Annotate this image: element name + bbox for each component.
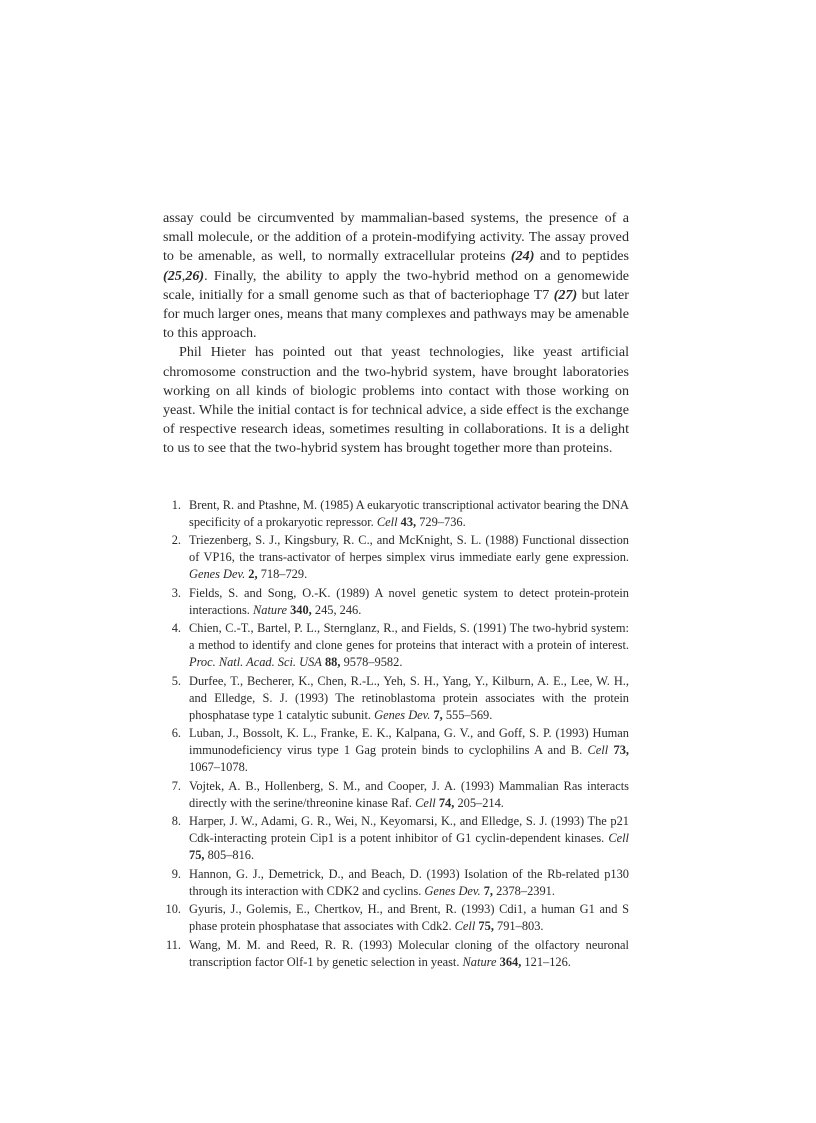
reference-item (163, 585, 629, 619)
citation-24: (24) (510, 248, 535, 265)
reference-journal: Cell (587, 743, 609, 758)
reference-text (189, 937, 629, 971)
citation-25: (25 (163, 267, 182, 284)
reference-journal: Cell (376, 514, 398, 529)
reference-item (163, 725, 629, 776)
reference-volume: 7, (483, 883, 493, 898)
reference-text (189, 778, 629, 812)
reference-number: 4. (171, 621, 181, 636)
citation-26: 26) (185, 267, 205, 284)
reference-pages: 121–126. (524, 954, 571, 969)
page-content (163, 209, 629, 983)
reference-text (189, 673, 629, 724)
reference-journal: Nature (462, 954, 497, 969)
paragraph-1-text-d: but later for much larger ones, means that many complexes and pathways may be amenable to this approach. (163, 286, 629, 342)
reference-pages: 791–803. (497, 919, 544, 934)
reference-volume: 7, (433, 707, 443, 722)
reference-volume: 88, (324, 655, 341, 670)
reference-item (163, 532, 629, 583)
reference-item (163, 778, 629, 812)
reference-item (163, 937, 629, 971)
reference-text (189, 497, 629, 531)
paragraph-1 (163, 209, 629, 343)
reference-item (163, 901, 629, 935)
reference-citation: Luban, J., Bossolt, K. L., Franke, E. K., Kalpana, G. V., and Goff, S. P. (1993) Human immunodeficiency virus type 1 Gag protein binds to cyclophilins A and B. (189, 726, 629, 758)
paragraph-1-text-a: assay could be circumvented by mammalian-based systems, the presence of a small molecule, or the addition of a protein-modifying activity. The assay proved to be amenable, as well, to normally extracellular proteins (163, 210, 629, 265)
reference-citation: Brent, R. and Ptashne, M. (1985) A eukaryotic transcriptional activator bearing the DNA specificity of a prokaryotic repressor. (189, 497, 629, 529)
reference-volume: 364, (499, 954, 522, 969)
reference-item (163, 866, 629, 900)
reference-number: 8. (171, 814, 181, 829)
citation-27: (27) (553, 286, 578, 303)
reference-pages: 1067–1078. (189, 760, 248, 775)
reference-number: 9. (171, 866, 181, 881)
reference-text (189, 725, 629, 776)
reference-item (163, 673, 629, 724)
reference-number: 1. (171, 497, 181, 512)
paragraph-1-text-b: and to peptides (534, 248, 629, 265)
reference-volume: 2, (248, 567, 258, 582)
reference-volume: 73, (613, 743, 629, 758)
reference-number: 7. (171, 778, 181, 793)
reference-journal: Genes Dev. (424, 883, 481, 898)
reference-volume: 75, (478, 919, 494, 934)
reference-citation: Triezenberg, S. J., Kingsbury, R. C., and McKnight, S. L. (1988) Functional dissection of VP16, the trans-activator of herpes simplex virus immediate early gene expression. (189, 533, 629, 565)
reference-citation: Gyuris, J., Golemis, E., Chertkov, H., and Brent, R. (1993) Cdi1, a human G1 and S phase protein phosphatase that associates with Cdk2. (189, 902, 629, 934)
body-text (163, 209, 629, 459)
reference-volume: 74, (438, 795, 455, 810)
reference-journal: Nature (253, 602, 287, 617)
reference-item (163, 620, 629, 671)
reference-text (189, 866, 629, 900)
reference-pages: 245, 246. (314, 602, 362, 617)
reference-pages: 718–729. (260, 567, 308, 582)
reference-number: 2. (171, 533, 181, 548)
reference-citation: Chien, C.-T., Bartel, P. L., Sternglanz, R., and Fields, S. (1991) The two-hybrid system: a method to identify and clone genes for proteins that interact with a protein of interest. (189, 621, 629, 653)
reference-journal: Proc. Natl. Acad. Sci. USA (189, 655, 322, 670)
paragraph-1-text-c: . Finally, the ability to apply the two-hybrid method on a genomewide scale, initially for a small genome such as that of bacteriophage T7 (163, 267, 629, 303)
paragraph-2: Phil Hieter has pointed out that yeast technologies, like yeast artificial chromosome construction and the two-hybrid system, have brought laboratories working on all kinds of biologic problems into contact with those working on yeast. While the initial contact is for technical advice, a side effect is the exchange of respective research ideas, sometimes resulting in collaborations. It is a delight to us to see that the two-hybrid system has brought together more than proteins. (163, 344, 629, 457)
reference-journal: Genes Dev. (189, 567, 246, 582)
reference-text (189, 585, 629, 619)
reference-text (189, 620, 629, 671)
reference-citation: Vojtek, A. B., Hollenberg, S. M., and Cooper, J. A. (1993) Mammalian Ras interacts directly with the serine/threonine kinase Raf. (189, 778, 629, 810)
reference-pages: 205–214. (457, 795, 504, 810)
reference-text (189, 901, 629, 935)
reference-citation: Wang, M. M. and Reed, R. R. (1993) Molecular cloning of the olfactory neuronal transcription factor Olf-1 by genetic selection in yeast. (189, 937, 629, 969)
reference-number: 6. (171, 726, 181, 741)
reference-pages: 729–736. (419, 514, 466, 529)
reference-journal: Cell (608, 831, 629, 846)
reference-citation: Harper, J. W., Adami, G. R., Wei, N., Keyomarsi, K., and Elledge, S. J. (1993) The p21 Cdk-interacting protein Cip1 is a potent inhibitor of G1 cyclin-dependent kinases. (189, 814, 629, 846)
reference-item (163, 497, 629, 531)
reference-volume: 75, (189, 848, 205, 863)
reference-item (163, 813, 629, 864)
reference-pages: 555–569. (445, 707, 493, 722)
reference-text (189, 532, 629, 583)
citation-separator: , (181, 267, 186, 284)
reference-journal: Cell (454, 919, 476, 934)
reference-number: 3. (171, 585, 181, 600)
reference-pages: 2378–2391. (496, 883, 555, 898)
reference-journal: Cell (415, 795, 436, 810)
reference-citation: Durfee, T., Becherer, K., Chen, R.-L., Yeh, S. H., Yang, Y., Kilburn, A. E., Lee, W. H., and Elledge, S. J. (1993) The retinoblastoma protein associates with the protein phosphatase type 1 catalytic subunit. (189, 673, 629, 722)
reference-text (189, 813, 629, 864)
reference-number: 5. (171, 673, 181, 688)
reference-pages: 805–816. (207, 848, 255, 863)
reference-volume: 340, (290, 602, 312, 617)
reference-citation: Fields, S. and Song, O.-K. (1989) A novel genetic system to detect protein-protein interactions. (189, 585, 629, 617)
reference-number: 10. (165, 902, 181, 917)
reference-journal: Genes Dev. (374, 707, 431, 722)
reference-pages: 9578–9582. (343, 655, 403, 670)
reference-volume: 43, (400, 514, 417, 529)
reference-list (163, 497, 629, 971)
reference-number: 11. (165, 937, 181, 952)
reference-citation: Hannon, G. J., Demetrick, D., and Beach, D. (1993) Isolation of the Rb-related p130 through its interaction with CDK2 and cyclins. (189, 866, 629, 898)
